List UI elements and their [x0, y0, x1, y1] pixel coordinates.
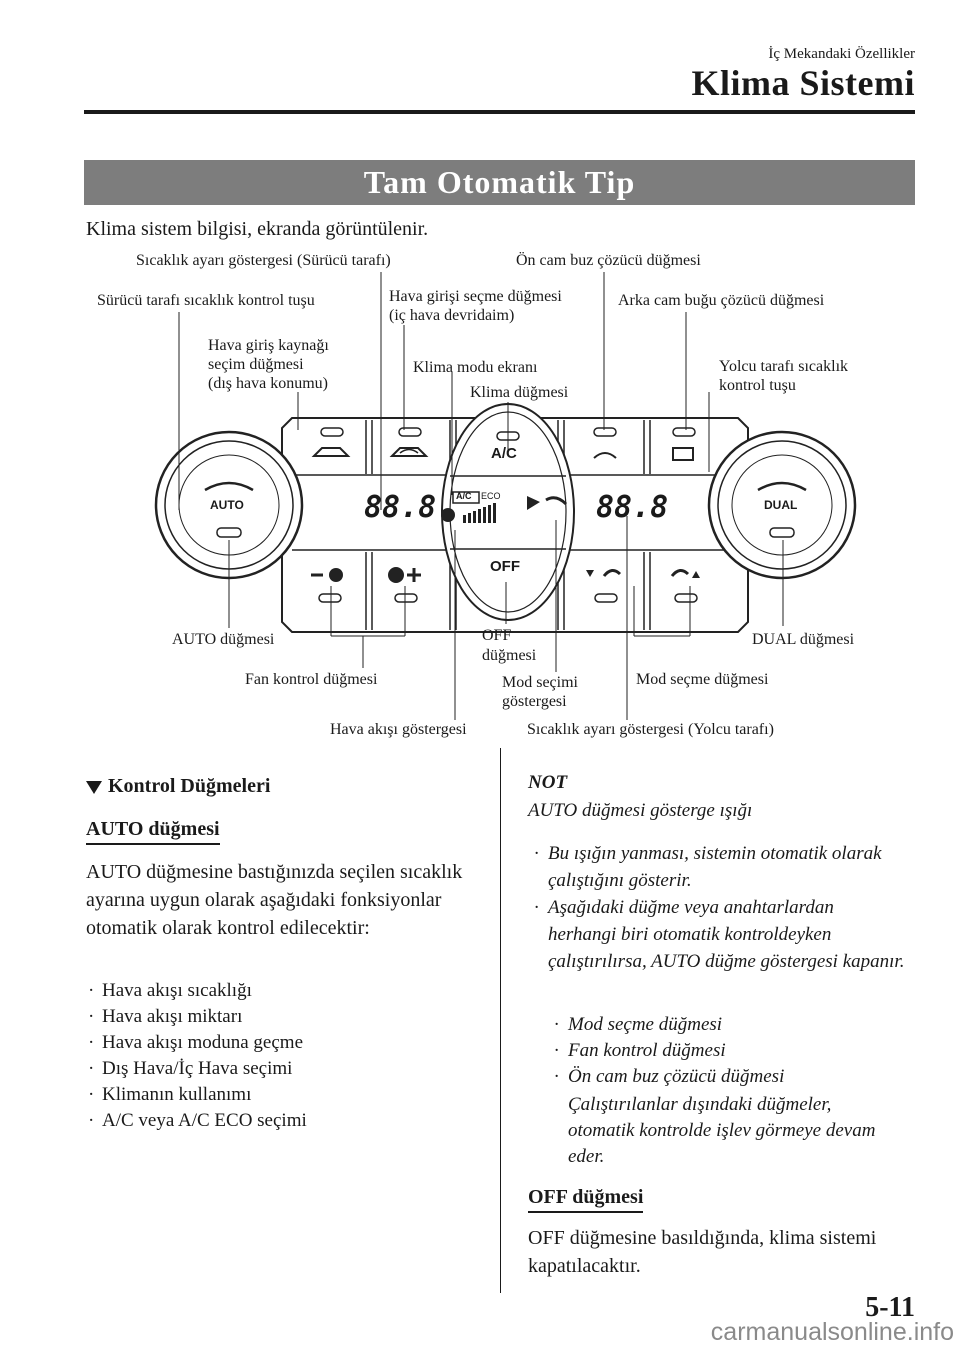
- fan-down-icon: [329, 568, 343, 582]
- label-temp-indicator-passenger: Sıcaklık ayarı göstergesi (Yolcu tarafı): [527, 721, 774, 738]
- list-item: · Hava akışı sıcaklığı: [88, 980, 252, 1001]
- label-rear-defrost: Arka cam buğu çözücü düğmesi: [618, 292, 825, 309]
- section-heading: Kontrol Düğmeleri: [86, 775, 270, 798]
- watermark: carmanualsonline.info: [710, 1318, 954, 1346]
- mode-down-icon: [586, 570, 594, 577]
- list-item: · Hava akışı moduna geçme: [88, 1032, 304, 1053]
- fan-indicator-icon: [441, 508, 455, 522]
- label-auto-button: AUTO düğmesi: [172, 631, 275, 648]
- label-temp-indicator-driver: Sıcaklık ayarı göstergesi (Sürücü tarafı): [136, 252, 391, 269]
- rear-defrost-icon: [673, 448, 693, 460]
- lcd-passenger-temp: 88.8: [596, 490, 669, 525]
- label-fresh-air-1: Hava giriş kaynağı: [208, 337, 329, 354]
- auto-heading: AUTO düğmesi: [86, 818, 220, 845]
- label-windshield-defrost: Ön cam buz çözücü düğmesi: [516, 252, 701, 269]
- label-fresh-air-2: seçim düğmesi: [208, 356, 304, 373]
- windshield-defrost-icon: [594, 453, 616, 458]
- header-title: Klima Sistemi: [691, 63, 915, 103]
- auto-body: AUTO düğmesine bastığınızda seçilen sıcaklık ayarına uygun olarak aşağıdaki fonksiyonlar otomatik olarak kontrol edilecektir:: [86, 861, 463, 939]
- label-airflow-indicator: Hava akışı göstergesi: [330, 721, 467, 738]
- label-ac-button: Klima düğmesi: [470, 384, 569, 401]
- auto-bullet-list: [88, 978, 307, 1134]
- list-item: · Dış Hava/İç Hava seçimi: [88, 1058, 293, 1079]
- label-fresh-air-3: (dış hava konumu): [208, 375, 328, 392]
- note-tail: Çalıştırılanlar dışındaki düğmeler, otomatik kontrolde işlev görmeye devam eder.: [568, 1094, 876, 1167]
- triangle-icon: [86, 781, 102, 794]
- dual-button-text: DUAL: [764, 498, 798, 512]
- list-item: · Hava akışı miktarı: [88, 1006, 243, 1027]
- label-off-1: OFF: [482, 627, 512, 644]
- note-heading: NOT: [528, 772, 568, 793]
- note-sub-bullet-list: [554, 1012, 784, 1090]
- lcd-eco-indicator: ECO: [481, 491, 501, 501]
- mode-up-icon: [692, 571, 700, 578]
- label-mode-indicator-2: göstergesi: [502, 693, 567, 710]
- section-banner: Tam Otomatik Tip: [84, 160, 915, 205]
- lcd-driver-temp: 88.8: [364, 490, 437, 525]
- note-bullet-1: · Bu ışığın yanması, sistemin otomatik olarak çalıştığını gösterir.: [534, 843, 882, 891]
- label-mode-select: Mod seçme düğmesi: [636, 671, 769, 688]
- label-driver-temp-dial: Sürücü tarafı sıcaklık kontrol tuşu: [97, 292, 315, 309]
- page-number: 5-11: [865, 1292, 915, 1323]
- list-item: · Klimanın kullanımı: [88, 1084, 252, 1105]
- label-ac-mode-display: Klima modu ekranı: [413, 359, 538, 376]
- column-divider: [500, 748, 501, 1293]
- intro-text: Klima sistem bilgisi, ekranda görüntülenir.: [86, 218, 429, 240]
- list-item: · Fan kontrol düğmesi: [554, 1040, 726, 1061]
- label-mode-indicator-1: Mod seçimi: [502, 674, 578, 691]
- label-off-2: düğmesi: [482, 647, 537, 664]
- auto-button-text: AUTO: [210, 498, 244, 512]
- fresh-air-car-icon: [314, 448, 348, 456]
- note-bullet-2: · Aşağıdaki düğme veya anahtarlardan herhangi biri otomatik kontroldeyken çalıştırılırsa, AUTO düğme göstergesi kapanır.: [534, 897, 905, 972]
- header-section-name: İç Mekandaki Özellikler: [768, 46, 915, 62]
- lcd-ac-indicator: A/C: [456, 491, 472, 501]
- label-passenger-dial-2: kontrol tuşu: [719, 377, 796, 394]
- label-recirc-2: (iç hava devridaim): [389, 307, 515, 324]
- fan-up-icon: [388, 567, 404, 583]
- list-item: · A/C veya A/C ECO seçimi: [88, 1110, 307, 1131]
- label-fan-control: Fan kontrol düğmesi: [245, 671, 378, 688]
- label-dual-button: DUAL düğmesi: [752, 631, 855, 648]
- ac-button-text: A/C: [491, 445, 517, 462]
- off-button-text: OFF: [490, 558, 520, 575]
- label-passenger-dial-1: Yolcu tarafı sıcaklık: [719, 358, 849, 375]
- label-recirc-1: Hava girişi seçme düğmesi: [389, 288, 562, 305]
- list-item: · Ön cam buz çözücü düğmesi: [554, 1066, 785, 1087]
- off-body: OFF düğmesine basıldığında, klima sistemi kapatılacaktır.: [528, 1227, 877, 1277]
- note-subtitle: AUTO düğmesi gösterge ışığı: [528, 800, 753, 821]
- off-heading: OFF düğmesi: [528, 1186, 643, 1213]
- list-item: · Mod seçme düğmesi: [554, 1014, 723, 1035]
